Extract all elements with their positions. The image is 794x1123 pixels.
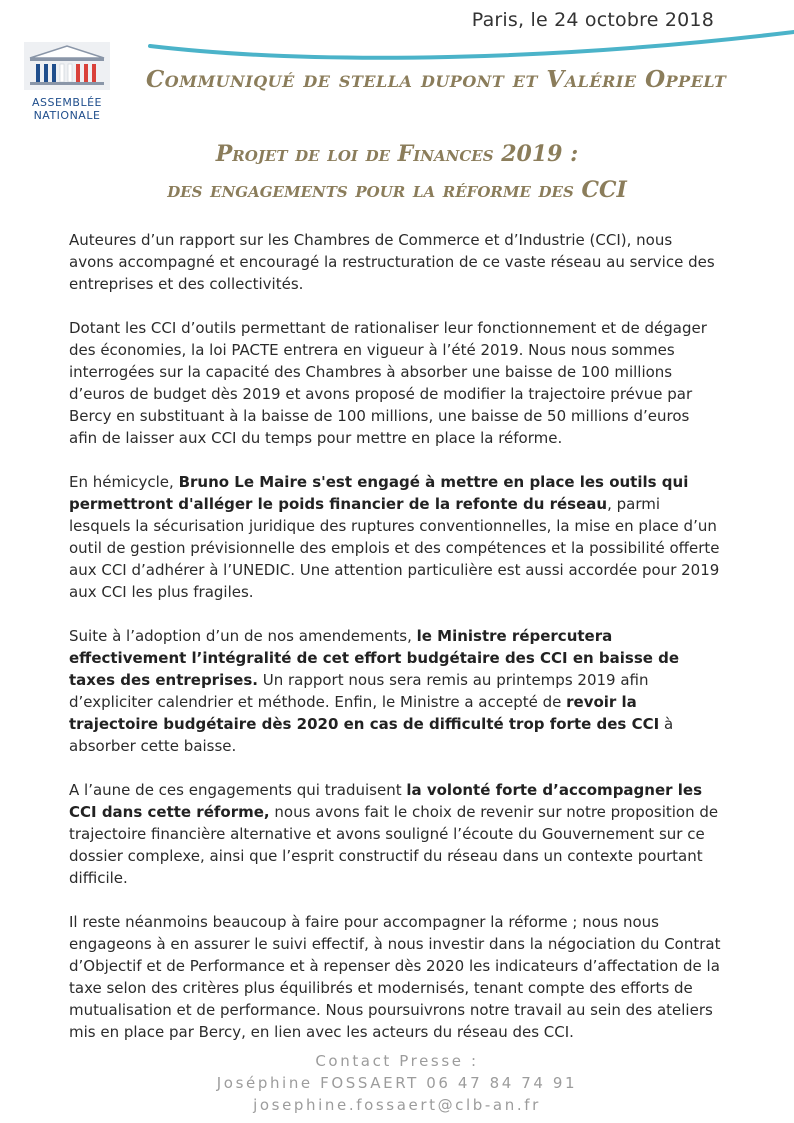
text-run: nous avons fait le choix de revenir sur notre proposition de trajectoire financière alternative et avons souligné l’écoute du Gouvernement sur ce dossier complexe, ainsi que l’esprit constructif du réseau dans un contexte pourtant difficile. (69, 803, 719, 887)
document-title (0, 136, 794, 208)
text-run: A l’aune de ces engagements qui traduisent (69, 781, 407, 799)
paragraph (69, 779, 721, 889)
text-run: En hémicycle, (69, 473, 179, 491)
text-run: Dotant les CCI d’outils permettant de rationaliser leur fonctionnement et de dégager des économies, la loi PACTE entrera en vigueur à l’été 2019. Nous nous sommes interrogées sur la capacité des Chambres à absorber une baisse de 100 millions d’euros de budget dès 2019 et avons proposé de modifier la trajectoire prévue par Bercy en substituant à la baisse de 100 millions, une baisse de 50 millions d’euros afin de laisser aux CCI du temps pour mettre en place la réforme. (69, 319, 707, 447)
bold-run: le Ministre répercutera effectivement l’intégralité de cet effort budgétaire des CCI en baisse de taxes des entreprises. (69, 627, 680, 689)
bold-run: Bruno Le Maire s'est engagé à mettre en place les outils qui permettront d'alléger le poids financier de la refonte du réseau (69, 473, 689, 513)
bold-run: revoir la trajectoire budgétaire dès 2020 en cas de difficulté trop forte des CCI (69, 693, 660, 733)
text-run: Auteures d’un rapport sur les Chambres de Commerce et d’Industrie (CCI), nous avons accompagné et encouragé la restructuration de ce vaste réseau au service des entreprises et des collectivités. (69, 231, 715, 293)
text-run: Un rapport nous sera remis au printemps 2019 afin d’expliciter calendrier et méthode. Enfin, le Ministre a accepté de (69, 671, 649, 711)
paragraph (69, 911, 721, 1043)
paragraph (69, 625, 721, 757)
press-contact (0, 1050, 794, 1116)
assemblee-nationale-logo (24, 42, 110, 122)
text-run: Suite à l’adoption d’un de nos amendements, (69, 627, 417, 645)
paragraph (69, 229, 721, 295)
logo-line: ASSEMBLÉE (31, 96, 102, 109)
parliament-emblem-icon (24, 42, 110, 90)
text-run: Il reste néanmoins beaucoup à faire pour accompagner la réforme ; nous nous engageons à en assurer le suivi effectif, à nous investir dans la négociation du Contrat d’Objectif et de Performance et à repenser dès 2020 les indicateurs d’affectation de la taxe selon des critères plus équilibrés et modernisés, tenant compte des efforts de mutualisation et de performance. Nous poursuivrons notre travail au sein des ateliers mis en place par Bercy, en lien avec les acteurs du réseau des CCI. (69, 913, 721, 1041)
logo-line: NATIONALE (33, 109, 101, 122)
text-run: , parmi lesquels la sécurisation juridique des ruptures conventionnelles, la mise en place d’un outil de gestion prévisionnelle des emplois et des compétences et la possibilité offerte aux CCI d’adhérer à l’UNEDIC. Une attention particulière est aussi accordée pour 2019 aux CCI les plus fragiles. (69, 495, 720, 601)
contact-label: Contact Presse : (315, 1052, 479, 1070)
press-release-headline: Communiqué de stella dupont et Valérie Oppelt (146, 66, 727, 93)
contact-email[interactable]: josephine.fossaert@clb-an.fr (253, 1096, 541, 1114)
title-line: des engagements pour la réforme des CCI (167, 177, 627, 203)
contact-name-phone: Joséphine FOSSAERT 06 47 84 74 91 (216, 1074, 578, 1092)
bold-run: la volonté forte d’accompagner les CCI dans cette réforme, (69, 781, 703, 821)
text-run: à absorber cette baisse. (69, 715, 674, 755)
paragraph (69, 471, 721, 603)
title-line: Projet de loi de Finances 2019 : (215, 141, 579, 167)
date-line: Paris, le 24 octobre 2018 (471, 9, 714, 31)
document-body (69, 229, 721, 1065)
paragraph (69, 317, 721, 449)
